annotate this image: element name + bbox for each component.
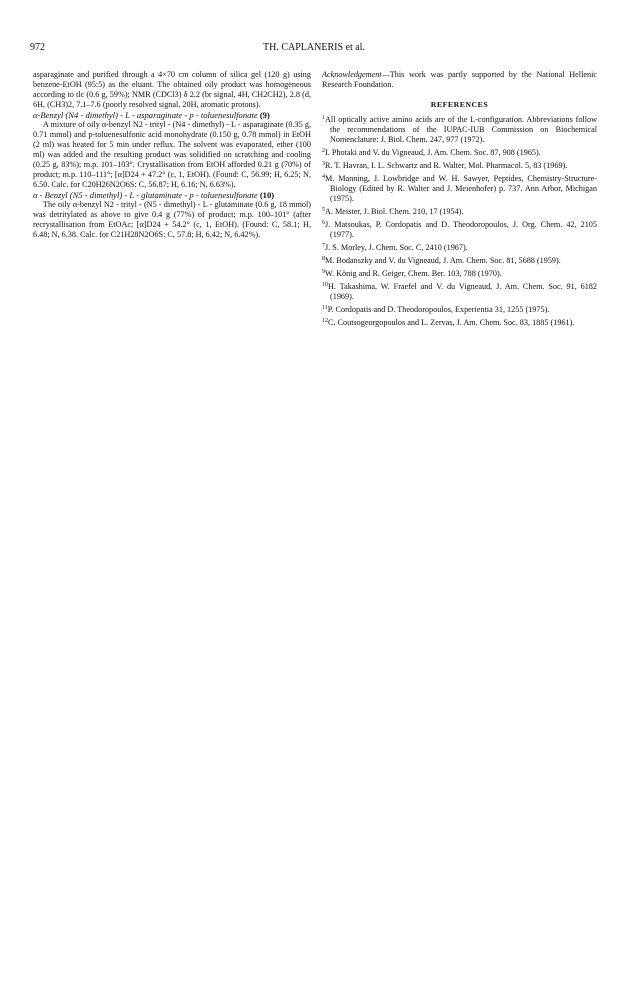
reference-item xyxy=(322,146,597,158)
reference-mark: 12 xyxy=(322,318,328,324)
intro-paragraph: asparaginate and purified through a 4×70 cm column of silica gel (120 g) using benzene-EtOH (95:5) as the eluant. The obtained oily product was homogeneous according to tlc (0.6 g, 59%); NMR (CDCl3) δ 2.2 (br signal, 4H, CH2CH2), 2.8 (d, 6H, (CH3)2, 7.1–7.6 (poorly resolved signal, 20H, aromatic protons). xyxy=(33,70,311,109)
reference-text: C. Coutsogeorgopoulos and L. Zervas, J. Am. Chem. Soc. 83, 1885 (1961). xyxy=(328,318,575,327)
reference-mark: 2 xyxy=(322,148,325,154)
running-head: TH. CAPLANERIS et al. xyxy=(263,42,365,53)
compound-10-number: (10) xyxy=(259,190,275,200)
reference-text: P. Cordopatis and D. Theodoropoulos, Experientia 31, 1255 (1975). xyxy=(327,305,550,314)
reference-text: J. S. Morley, J. Chem. Soc. C, 2410 (1967). xyxy=(325,243,468,252)
reference-text: All optically active amino acids are of the L-configuration. Abbreviations follow the recommendations of the IUPAC-IUB Commission on Biochemical Nomenclature: J. Biol. Chem. 247, 977 (1972). xyxy=(325,115,597,144)
compound-9-title: α-Benzyl (N4 - dimethyl) - L - asparaginate - p - toluenesulfonate xyxy=(33,110,258,120)
compound-10-heading xyxy=(33,190,311,200)
reference-item xyxy=(322,205,597,217)
reference-mark: 6 xyxy=(322,220,325,226)
acknowledgement-text: —This work was partly supported by the National Hellenic Research Foundation. xyxy=(322,70,597,89)
right-column xyxy=(322,70,597,329)
compound-10-procedure: The oily α-benzyl N2 - trityl - (N5 - dimethyl) - L - glutaminate (0.6 g, 18 mmol) was detritylated as above to give 0.4 g (77%) of product; m.p. 100–101° (after recrystallisation from EtOAc; [α]D24 + 54.2° (c, 1, EtOH). (Found: C, 58.1; H, 6.48; N, 6.38. Calc. for C21H28N2O6S: C, 57.8; H, 6.42; N, 6.42%). xyxy=(33,200,311,239)
page-number: 972 xyxy=(30,42,45,53)
reference-mark: 11 xyxy=(322,305,328,311)
reference-text: H. Takashima, W. Fraefel and V. du Vigneaud, J. Am. Chem. Soc. 91, 6182 (1969). xyxy=(328,282,597,301)
reference-item xyxy=(322,267,597,279)
reference-item xyxy=(322,280,597,302)
reference-list xyxy=(322,113,597,328)
reference-text: M. Manning, J. Lowbridge and W. H. Sawyer, Peptides, Chemistry-Structure-Biology (Edited by R. Walter and J. Meienhofer) p. 737. Ann Arbor, Michigan (1975). xyxy=(325,174,597,203)
compound-9-heading xyxy=(33,110,311,120)
reference-item xyxy=(322,254,597,266)
reference-text: J. Matsoukas, P. Cordopatis and D. Theodoropoulos, J. Org. Chem. 42, 2105 (1977). xyxy=(325,220,597,239)
reference-text: W. König and R. Geiger, Chem. Ber. 103, 788 (1970). xyxy=(325,269,502,278)
reference-item xyxy=(322,303,597,315)
references-title: REFERENCES xyxy=(430,100,489,109)
compound-9-number: (9) xyxy=(259,110,270,120)
reference-item xyxy=(322,241,597,253)
left-column xyxy=(33,70,311,240)
reference-item xyxy=(322,218,597,240)
reference-mark: 3 xyxy=(322,161,325,167)
reference-mark: 4 xyxy=(322,174,325,180)
compound-10-title: α - Benzyl (N5 - dimethyl) - L - glutaminate - p - toluenesulfonate xyxy=(33,190,258,200)
reference-mark: 1 xyxy=(322,115,325,121)
acknowledgement xyxy=(322,70,597,90)
reference-item xyxy=(322,113,597,145)
acknowledgement-label: Acknowledgement xyxy=(322,70,382,79)
reference-mark: 9 xyxy=(322,269,325,275)
reference-mark: 5 xyxy=(322,207,325,213)
reference-mark: 7 xyxy=(322,243,325,249)
reference-mark: 10 xyxy=(322,282,328,288)
compound-9-procedure: A mixture of oily α-benzyl N2 - trityl - (N4 - dimethyl) - L - asparaginate (0.35 g, 0.71 mmol) and p-toluenesulfonic acid monohydrate (0.150 g, 0.78 mmol) in EtOH (2 ml) was heated for 5 min under reflux. The solvent was evaporated, ether (100 ml) was added and the resulting product was solidified on scratching and cooling (0.25 g, 83%); m.p. 101–103°. Crystallisation from EtOH afforded 0.21 g (70%) of product; m.p. 110–111°; [α]D24 + 47.2° (c, 1, EtOH). (Found: C, 56.99; H, 6.25; N, 6.50. Calc. for C20H26N2O6S: C, 56.87; H, 6.16; N, 6.63%). xyxy=(33,120,311,189)
reference-text: R. T. Havran, I. L. Schwartz and R. Walter, Mol. Pharmacol. 5, 83 (1969). xyxy=(325,161,568,170)
reference-text: M. Bodanszky and V. du Vigneaud, J. Am. Chem. Soc. 81, 5688 (1959). xyxy=(325,256,561,265)
page-header xyxy=(30,41,598,55)
reference-item xyxy=(322,159,597,171)
reference-item xyxy=(322,172,597,204)
reference-text: A. Meister, J. Biol. Chem. 210, 17 (1954). xyxy=(325,207,464,216)
reference-item xyxy=(322,316,597,328)
reference-text: I. Photaki and V. du Vigneaud, J. Am. Chem. Soc. 87, 908 (1965). xyxy=(325,148,541,157)
reference-mark: 8 xyxy=(322,256,325,262)
